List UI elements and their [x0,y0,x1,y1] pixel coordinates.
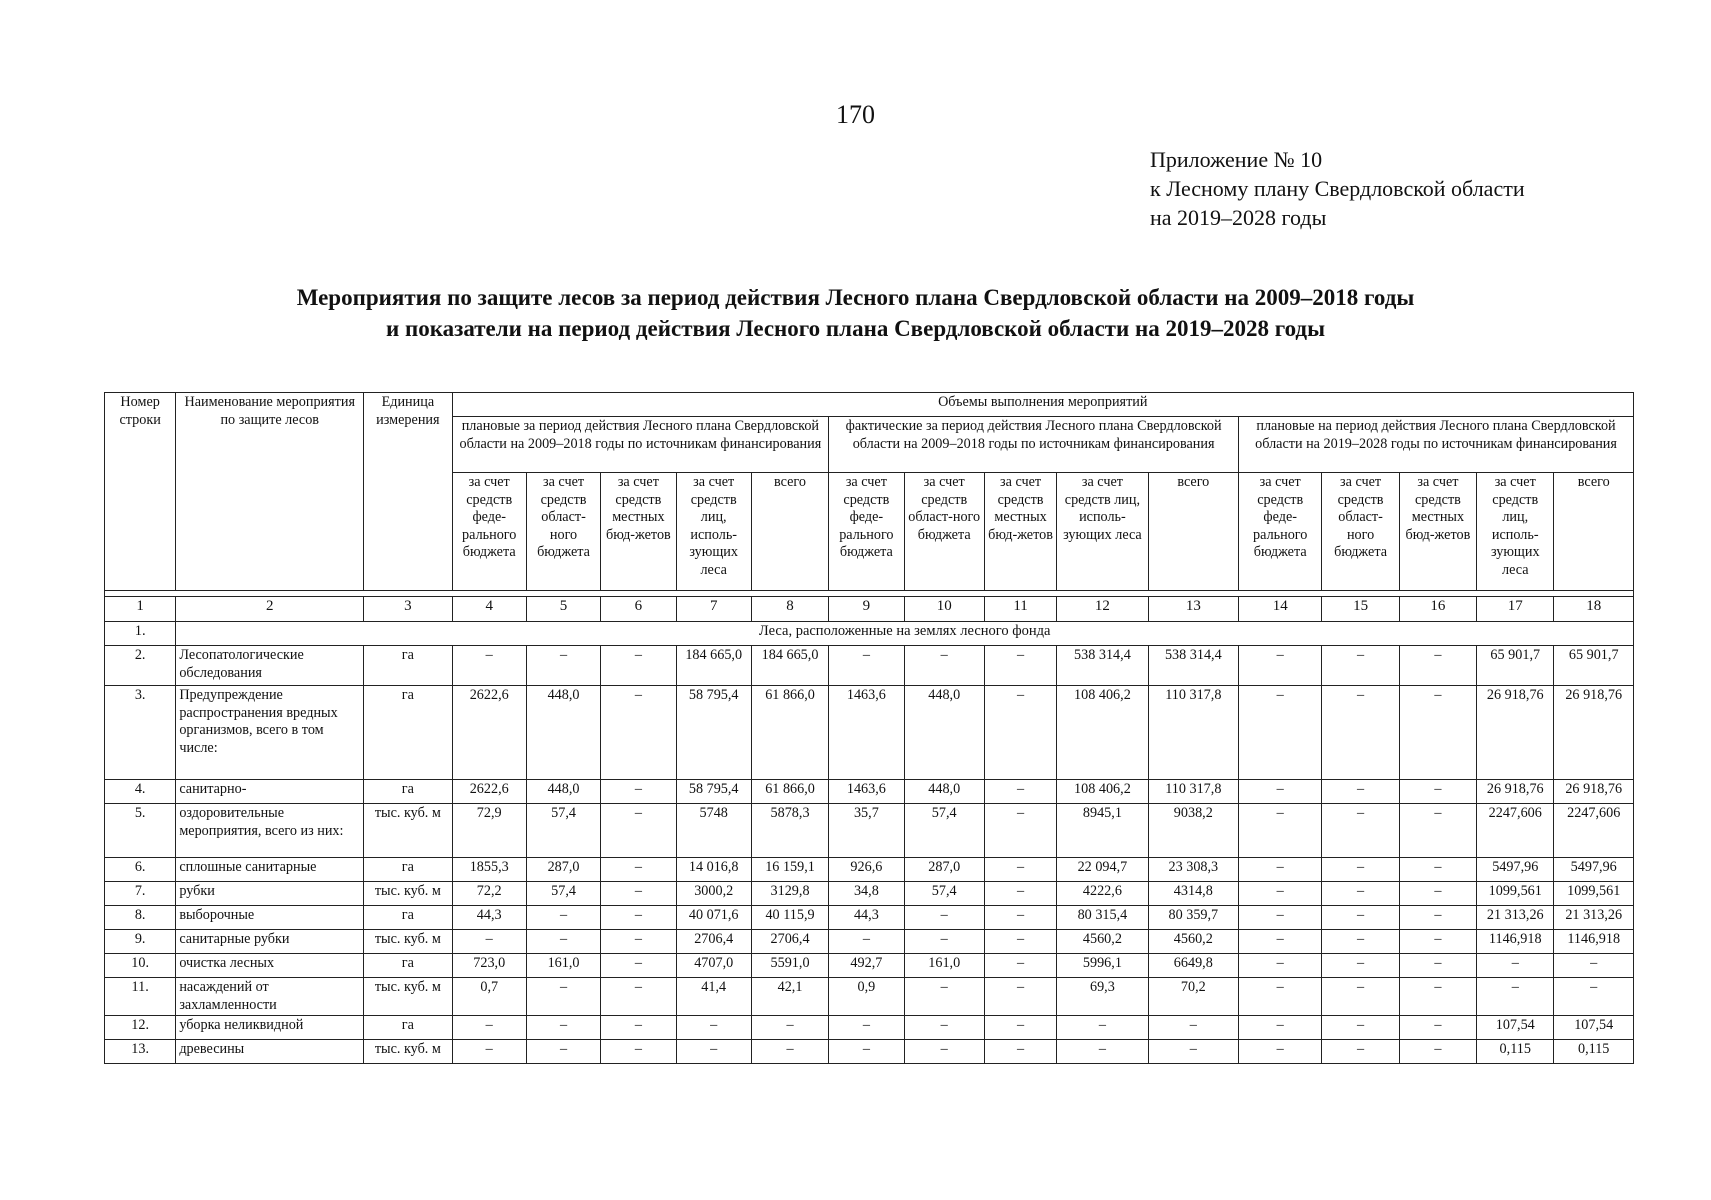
row-value: – [984,686,1056,780]
row-number: 12. [105,1016,176,1040]
row-value: – [1399,978,1476,1016]
row-value: 72,9 [452,804,526,858]
row-unit: га [364,1016,452,1040]
row-value: 26 918,76 [1554,686,1634,780]
row-value: – [526,930,600,954]
row-value: 926,6 [829,858,904,882]
row-value: 4560,2 [1148,930,1238,954]
header-group-planned-2019-2028: плановые на период действия Лесного плана Свердловской области на 2019–2028 годы по источникам финансирования [1239,417,1634,473]
section-label: Леса, расположенные на землях лесного фонда [176,622,1634,646]
row-value: – [829,1016,904,1040]
row-value: – [601,804,676,858]
row-value: – [984,780,1056,804]
row-value: – [601,954,676,978]
row-value: 70,2 [1148,978,1238,1016]
table-row [105,978,1634,1016]
row-value: 2706,4 [676,930,751,954]
row-name: уборка неликвидной [176,1016,364,1040]
row-value: 69,3 [1057,978,1148,1016]
row-value: 108 406,2 [1057,686,1148,780]
row-value: 1099,561 [1554,882,1634,906]
row-value: – [526,1040,600,1064]
column-number: 18 [1554,597,1634,622]
row-value: 723,0 [452,954,526,978]
table-row [105,804,1634,858]
row-value: 2622,6 [452,780,526,804]
row-unit: га [364,780,452,804]
column-number: 1 [105,597,176,622]
row-unit: тыс. куб. м [364,1040,452,1064]
header-sub-local-3: за счет средств местных бюд-жетов [1399,473,1476,591]
row-value: – [601,780,676,804]
row-value: 42,1 [751,978,828,1016]
row-unit: га [364,906,452,930]
table-row [105,954,1634,978]
row-value: – [1322,954,1399,978]
header-row-number: Номер строки [105,393,176,591]
header-group-planned-2009-2018: плановые за период действия Лесного плана Свердловской области на 2009–2018 годы по источникам финансирования [452,417,829,473]
row-value: 35,7 [829,804,904,858]
row-number: 3. [105,686,176,780]
row-value: – [984,954,1056,978]
row-value: – [984,906,1056,930]
row-value: – [1399,906,1476,930]
row-value: 2247,606 [1554,804,1634,858]
column-number: 10 [904,597,984,622]
row-value: 65 901,7 [1477,646,1554,686]
table-row [105,646,1634,686]
row-value: – [1148,1040,1238,1064]
row-value: – [1399,804,1476,858]
row-value: 26 918,76 [1554,780,1634,804]
row-name: санитарные рубки [176,930,364,954]
row-value: – [1239,780,1322,804]
row-value: 448,0 [526,780,600,804]
row-value: 57,4 [904,882,984,906]
row-unit: тыс. куб. м [364,804,452,858]
row-value: – [984,1040,1056,1064]
row-number: 2. [105,646,176,686]
row-value: – [601,1016,676,1040]
row-value: 21 313,26 [1554,906,1634,930]
table-row [105,882,1634,906]
row-value: 5497,96 [1477,858,1554,882]
row-value: – [1322,1040,1399,1064]
row-value: 80 315,4 [1057,906,1148,930]
row-value: 6649,8 [1148,954,1238,978]
table-row [105,780,1634,804]
row-value: – [984,646,1056,686]
row-value: 65 901,7 [1554,646,1634,686]
row-value: – [1477,954,1554,978]
row-name: рубки [176,882,364,906]
header-unit: Единица измерения [364,393,452,591]
table-row [105,1016,1634,1040]
row-value: 108 406,2 [1057,780,1148,804]
header-sub-total-1: всего [751,473,828,591]
row-value: 2247,606 [1477,804,1554,858]
row-value: – [904,906,984,930]
header-sub-federal-1: за счет средств феде-рального бюджета [452,473,526,591]
table-row [105,906,1634,930]
row-value: – [1554,978,1634,1016]
row-value: – [1239,686,1322,780]
header-sub-total-3: всего [1554,473,1634,591]
row-value: – [676,1016,751,1040]
row-name: древесины [176,1040,364,1064]
row-value: – [984,978,1056,1016]
row-value: 16 159,1 [751,858,828,882]
row-value: – [1399,882,1476,906]
row-value: – [904,930,984,954]
row-value: 5497,96 [1554,858,1634,882]
title-line-1: Мероприятия по защите лесов за период действия Лесного плана Свердловской области на 2009–2018 годы [296,285,1415,310]
row-value: 44,3 [452,906,526,930]
column-number: 9 [829,597,904,622]
header-sub-total-2: всего [1148,473,1238,591]
row-number: 4. [105,780,176,804]
row-value: 1463,6 [829,686,904,780]
row-number: 5. [105,804,176,858]
row-value: 161,0 [904,954,984,978]
row-value: – [676,1040,751,1064]
row-value: – [904,1016,984,1040]
row-value: – [452,646,526,686]
row-value: – [601,882,676,906]
section-number: 1. [105,622,176,646]
row-value: – [1399,646,1476,686]
row-value: – [452,930,526,954]
row-value: 184 665,0 [676,646,751,686]
row-value: 2622,6 [452,686,526,780]
row-number: 7. [105,882,176,906]
column-number: 2 [176,597,364,622]
row-value: – [984,858,1056,882]
header-sub-regional-2: за счет средств област-ного бюджета [904,473,984,591]
header-sub-local-2: за счет средств местных бюд-жетов [984,473,1056,591]
row-value: – [1399,954,1476,978]
row-value: 61 866,0 [751,780,828,804]
header-sub-regional-1: за счет средств област-ного бюджета [526,473,600,591]
column-number: 7 [676,597,751,622]
row-value: 72,2 [452,882,526,906]
table-row [105,930,1634,954]
row-value: 107,54 [1477,1016,1554,1040]
title-line-2: и показатели на период действия Лесного плана Свердловской области на 2019–2028 годы [385,316,1326,341]
row-value: – [1322,882,1399,906]
row-value: – [1477,978,1554,1016]
row-value: 58 795,4 [676,686,751,780]
row-value: 110 317,8 [1148,780,1238,804]
row-value: 1146,918 [1477,930,1554,954]
row-unit: тыс. куб. м [364,978,452,1016]
row-value: 8945,1 [1057,804,1148,858]
row-value: 40 115,9 [751,906,828,930]
row-value: 287,0 [526,858,600,882]
column-number: 4 [452,597,526,622]
row-value: 538 314,4 [1148,646,1238,686]
header-sub-users-1: за счет средств лиц, исполь-зующих леса [676,473,751,591]
row-value: 61 866,0 [751,686,828,780]
row-value: – [829,646,904,686]
row-value: 4222,6 [1057,882,1148,906]
row-value: 41,4 [676,978,751,1016]
row-value: 26 918,76 [1477,780,1554,804]
row-value: 58 795,4 [676,780,751,804]
row-value: 5591,0 [751,954,828,978]
row-value: – [1239,1016,1322,1040]
row-number: 6. [105,858,176,882]
row-value: 5878,3 [751,804,828,858]
row-value: – [1239,1040,1322,1064]
row-value: – [601,1040,676,1064]
row-value: 4314,8 [1148,882,1238,906]
row-value: 161,0 [526,954,600,978]
row-value: 57,4 [526,804,600,858]
row-value: 14 016,8 [676,858,751,882]
row-value: – [1322,906,1399,930]
column-number: 3 [364,597,452,622]
row-value: 57,4 [904,804,984,858]
row-value: 287,0 [904,858,984,882]
row-value: – [1322,1016,1399,1040]
column-number: 17 [1477,597,1554,622]
row-value: – [1239,882,1322,906]
row-value: 3129,8 [751,882,828,906]
row-number: 9. [105,930,176,954]
row-name: санитарно- [176,780,364,804]
row-value: 44,3 [829,906,904,930]
row-value: – [1399,686,1476,780]
header-sub-federal-3: за счет средств феде-рального бюджета [1239,473,1322,591]
row-value: 5996,1 [1057,954,1148,978]
appendix-line-2: к Лесному плану Свердловской области [1150,176,1525,201]
header-sub-regional-3: за счет средств област-ного бюджета [1322,473,1399,591]
row-value: – [1239,954,1322,978]
row-value: 26 918,76 [1477,686,1554,780]
row-value: – [751,1040,828,1064]
row-value: 107,54 [1554,1016,1634,1040]
row-value: – [904,1040,984,1064]
row-value: 57,4 [526,882,600,906]
row-value: – [1322,646,1399,686]
column-number: 6 [601,597,676,622]
row-name: очистка лесных [176,954,364,978]
row-name: Лесопатологические обследования [176,646,364,686]
column-number: 11 [984,597,1056,622]
row-value: 448,0 [904,780,984,804]
row-value: 0,115 [1554,1040,1634,1064]
row-value: – [601,978,676,1016]
row-value: – [1148,1016,1238,1040]
row-name: Предупреждение распространения вредных организмов, всего в том числе: [176,686,364,780]
table-row [105,686,1634,780]
row-value: – [526,978,600,1016]
row-value: 448,0 [526,686,600,780]
row-value: 5748 [676,804,751,858]
row-value: – [1057,1016,1148,1040]
column-number: 5 [526,597,600,622]
row-unit: га [364,954,452,978]
row-value: 3000,2 [676,882,751,906]
row-value: – [452,1016,526,1040]
row-value: – [601,930,676,954]
row-value: – [1399,1040,1476,1064]
row-value: 448,0 [904,686,984,780]
row-value: 21 313,26 [1477,906,1554,930]
row-unit: тыс. куб. м [364,930,452,954]
row-unit: га [364,646,452,686]
document-title [0,282,1711,344]
row-value: – [601,686,676,780]
row-value: – [1322,930,1399,954]
row-value: 1463,6 [829,780,904,804]
row-value: – [984,804,1056,858]
column-number: 8 [751,597,828,622]
column-number: 15 [1322,597,1399,622]
row-value: – [526,646,600,686]
forest-protection-table [104,392,1634,1064]
row-value: 0,9 [829,978,904,1016]
row-number: 8. [105,906,176,930]
row-value: – [1399,1016,1476,1040]
row-value: – [1057,1040,1148,1064]
row-value: – [1322,858,1399,882]
row-value: – [1322,686,1399,780]
row-value: – [1322,804,1399,858]
column-number: 12 [1057,597,1148,622]
header-sub-local-1: за счет средств местных бюд-жетов [601,473,676,591]
page-number: 170 [836,100,875,129]
appendix-line-3: на 2019–2028 годы [1150,205,1327,230]
row-value: – [829,930,904,954]
column-number: 13 [1148,597,1238,622]
row-value: – [1399,780,1476,804]
row-value: 110 317,8 [1148,686,1238,780]
row-value: – [751,1016,828,1040]
header-sub-users-3: за счет средств лиц, исполь-зующих леса [1477,473,1554,591]
section-row [105,622,1634,646]
row-name: сплошные санитарные [176,858,364,882]
row-value: – [904,646,984,686]
column-number: 16 [1399,597,1476,622]
row-number: 11. [105,978,176,1016]
row-unit: га [364,858,452,882]
header-measure-name: Наименование мероприятия по защите лесов [176,393,364,591]
row-value: – [601,646,676,686]
row-value: – [904,978,984,1016]
row-value: – [984,882,1056,906]
header-sub-users-2: за счет средств лиц, исполь-зующих леса [1057,473,1148,591]
appendix-note [1150,145,1525,232]
header-group-actual-2009-2018: фактические за период действия Лесного плана Свердловской области на 2009–2018 годы по источникам финансирования [829,417,1239,473]
header-volumes: Объемы выполнения мероприятий [452,393,1633,417]
row-value: – [984,1016,1056,1040]
row-value: 0,7 [452,978,526,1016]
row-value: – [452,1040,526,1064]
row-value: 1855,3 [452,858,526,882]
row-name: выборочные [176,906,364,930]
row-value: – [1239,804,1322,858]
row-value: – [1239,906,1322,930]
row-value: 0,115 [1477,1040,1554,1064]
row-value: – [526,906,600,930]
row-value: – [829,1040,904,1064]
row-value: – [1239,646,1322,686]
appendix-line-1: Приложение № 10 [1150,147,1323,172]
row-value: 1146,918 [1554,930,1634,954]
row-value: 4707,0 [676,954,751,978]
row-value: 80 359,7 [1148,906,1238,930]
row-value: – [526,1016,600,1040]
row-value: – [1399,858,1476,882]
table-row [105,858,1634,882]
row-value: – [1239,930,1322,954]
row-value: 492,7 [829,954,904,978]
table-row [105,1040,1634,1064]
row-number: 10. [105,954,176,978]
row-unit: га [364,686,452,780]
row-value: 22 094,7 [1057,858,1148,882]
row-value: 184 665,0 [751,646,828,686]
row-value: – [1554,954,1634,978]
row-value: – [1239,858,1322,882]
row-value: – [984,930,1056,954]
row-value: 4560,2 [1057,930,1148,954]
row-name: насаждений от захламленности [176,978,364,1016]
row-value: – [1322,780,1399,804]
header-sub-federal-2: за счет средств феде-рального бюджета [829,473,904,591]
row-value: – [1239,978,1322,1016]
row-value: 34,8 [829,882,904,906]
column-numbers-row [105,597,1634,622]
row-unit: тыс. куб. м [364,882,452,906]
row-value: 40 071,6 [676,906,751,930]
column-number: 14 [1239,597,1322,622]
row-value: 23 308,3 [1148,858,1238,882]
row-value: 1099,561 [1477,882,1554,906]
row-value: – [601,858,676,882]
row-value: – [601,906,676,930]
row-value: 2706,4 [751,930,828,954]
row-value: 538 314,4 [1057,646,1148,686]
row-value: 9038,2 [1148,804,1238,858]
row-value: – [1399,930,1476,954]
row-name: оздоровительные мероприятия, всего из них: [176,804,364,858]
row-number: 13. [105,1040,176,1064]
row-value: – [1322,978,1399,1016]
